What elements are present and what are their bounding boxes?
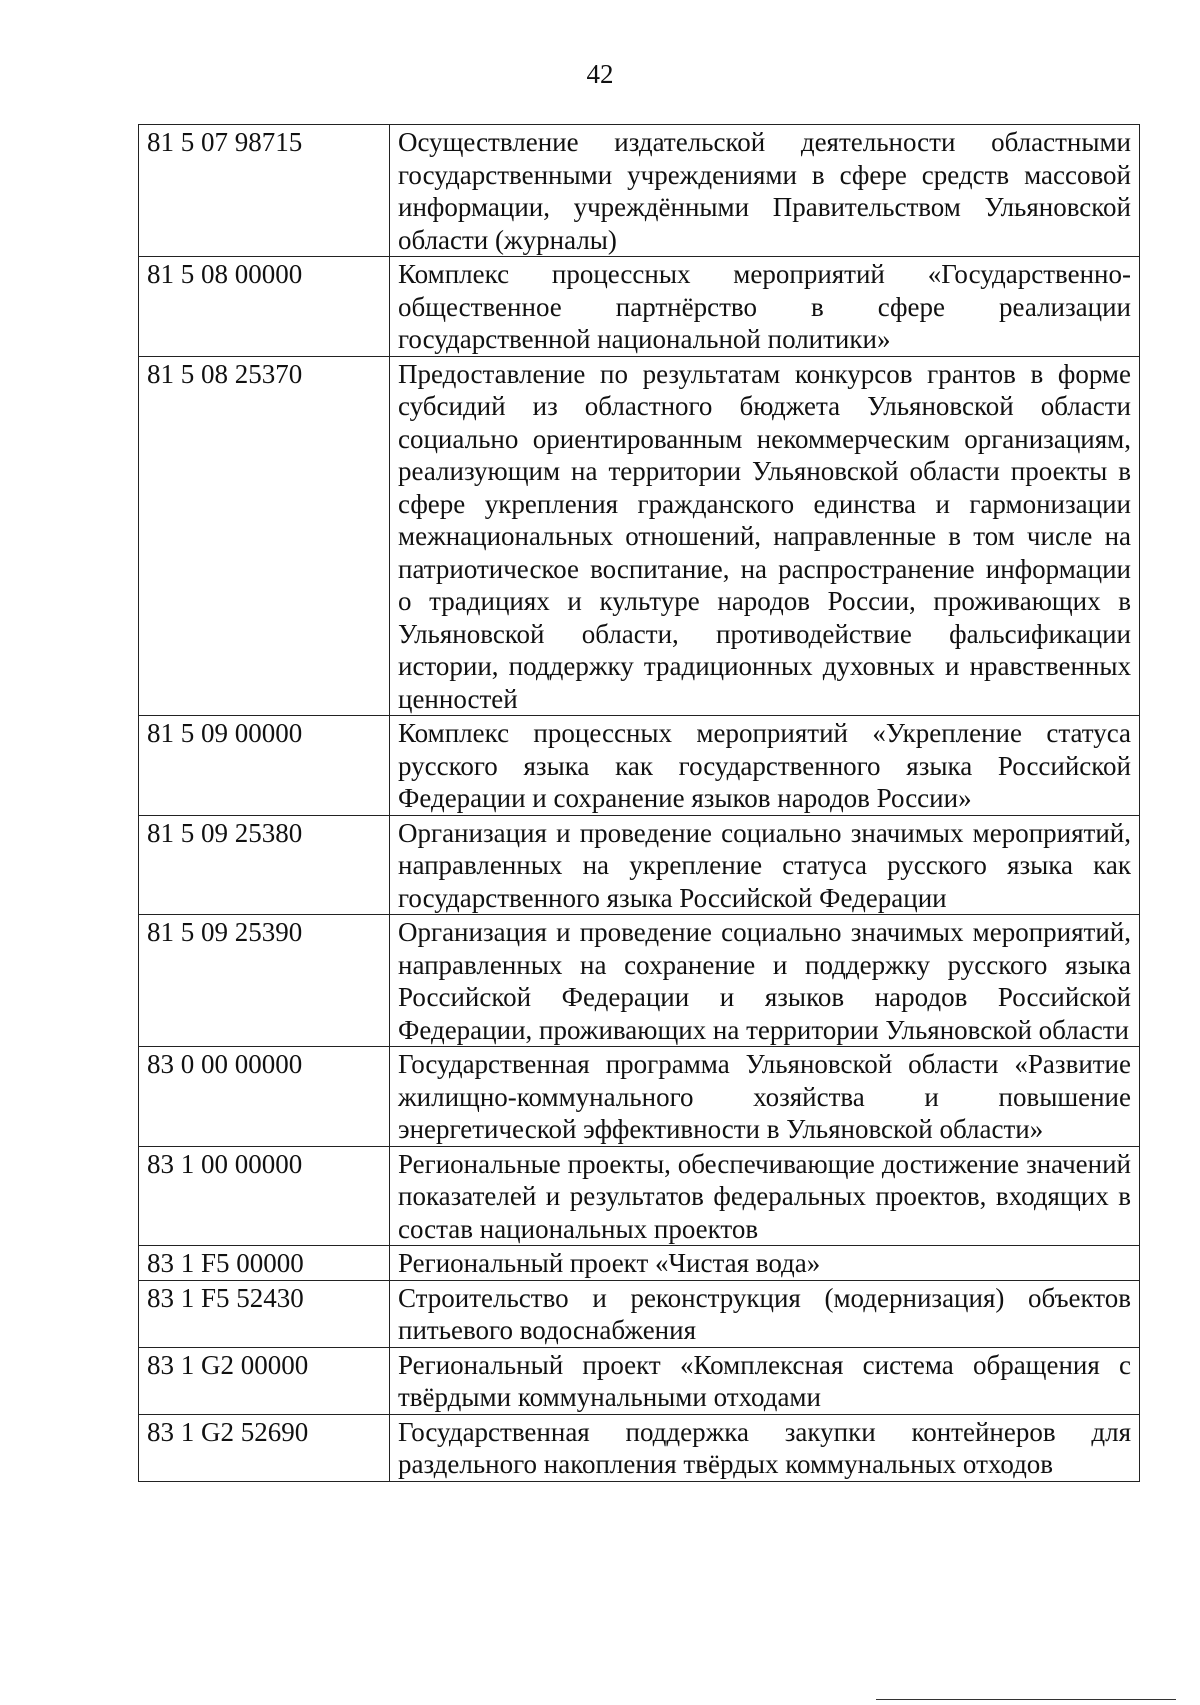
row-code: 83 0 00 00000 xyxy=(139,1047,390,1147)
row-description: Региональный проект «Комплексная система обращения с твёрдыми коммунальными отходами xyxy=(390,1347,1140,1414)
table-row xyxy=(139,1347,1140,1414)
row-description: Государственная программа Ульяновской области «Развитие жилищно-коммунального хозяйства и повышение энергетической эффективности в Ульяновской области» xyxy=(390,1047,1140,1147)
row-description: Региональные проекты, обеспечивающие достижение значений показателей и результатов федеральных проектов, входящих в состав национальных проектов xyxy=(390,1146,1140,1246)
row-code: 83 1 G2 52690 xyxy=(139,1414,390,1481)
row-code: 81 5 07 98715 xyxy=(139,125,390,257)
row-code: 81 5 08 25370 xyxy=(139,356,390,716)
row-description: Осуществление издательской деятельности областными государственными учреждениями в сфере средств массовой информации, учреждёнными Правительством Ульяновской области (журналы) xyxy=(390,125,1140,257)
page-number: 42 xyxy=(586,59,614,89)
row-code: 81 5 09 00000 xyxy=(139,716,390,816)
row-code: 83 1 G2 00000 xyxy=(139,1347,390,1414)
row-code: 83 1 F5 52430 xyxy=(139,1280,390,1347)
budget-classification-table xyxy=(138,124,1140,1482)
row-description: Комплекс процессных мероприятий «Государственно-общественное партнёрство в сфере реализации государственной национальной политики» xyxy=(390,257,1140,357)
table-row xyxy=(139,125,1140,257)
row-code: 83 1 F5 00000 xyxy=(139,1246,390,1281)
row-description: Организация и проведение социально значимых мероприятий, направленных на укрепление статуса русского языка как государственного языка Российской Федерации xyxy=(390,815,1140,915)
row-description: Государственная поддержка закупки контейнеров для раздельного накопления твёрдых коммунальных отходов xyxy=(390,1414,1140,1481)
table-row xyxy=(139,1280,1140,1347)
row-code: 81 5 09 25380 xyxy=(139,815,390,915)
row-description: Комплекс процессных мероприятий «Укрепление статуса русского языка как государственного языка Российской Федерации и сохранение языков народов России» xyxy=(390,716,1140,816)
table-row xyxy=(139,356,1140,716)
row-code: 81 5 08 00000 xyxy=(139,257,390,357)
table-row xyxy=(139,257,1140,357)
row-code: 83 1 00 00000 xyxy=(139,1146,390,1246)
row-code: 81 5 09 25390 xyxy=(139,915,390,1047)
table-row xyxy=(139,915,1140,1047)
table-row xyxy=(139,815,1140,915)
table-row xyxy=(139,1246,1140,1281)
footer-divider xyxy=(876,1699,1176,1700)
table-row xyxy=(139,1146,1140,1246)
table-row xyxy=(139,716,1140,816)
row-description: Строительство и реконструкция (модернизация) объектов питьевого водоснабжения xyxy=(390,1280,1140,1347)
row-description: Региональный проект «Чистая вода» xyxy=(390,1246,1140,1281)
table-row xyxy=(139,1047,1140,1147)
table-row xyxy=(139,1414,1140,1481)
row-description: Организация и проведение социально значимых мероприятий, направленных на сохранение и поддержку русского языка Российской Федерации и языков народов Российской Федерации, проживающих на территории Ульяновской области xyxy=(390,915,1140,1047)
row-description: Предоставление по результатам конкурсов грантов в форме субсидий из областного бюджета Ульяновской области социально ориентированным некоммерческим организациям, реализующим на территории Ульяновской области проекты в сфере укрепления гражданского единства и гармонизации межнациональных отношений, направленные в том числе на патриотическое воспитание, на распространение информации о традициях и культуре народов России, проживающих в Ульяновской области, противодействие фальсификации истории, поддержку традиционных духовных и нравственных ценностей xyxy=(390,356,1140,716)
